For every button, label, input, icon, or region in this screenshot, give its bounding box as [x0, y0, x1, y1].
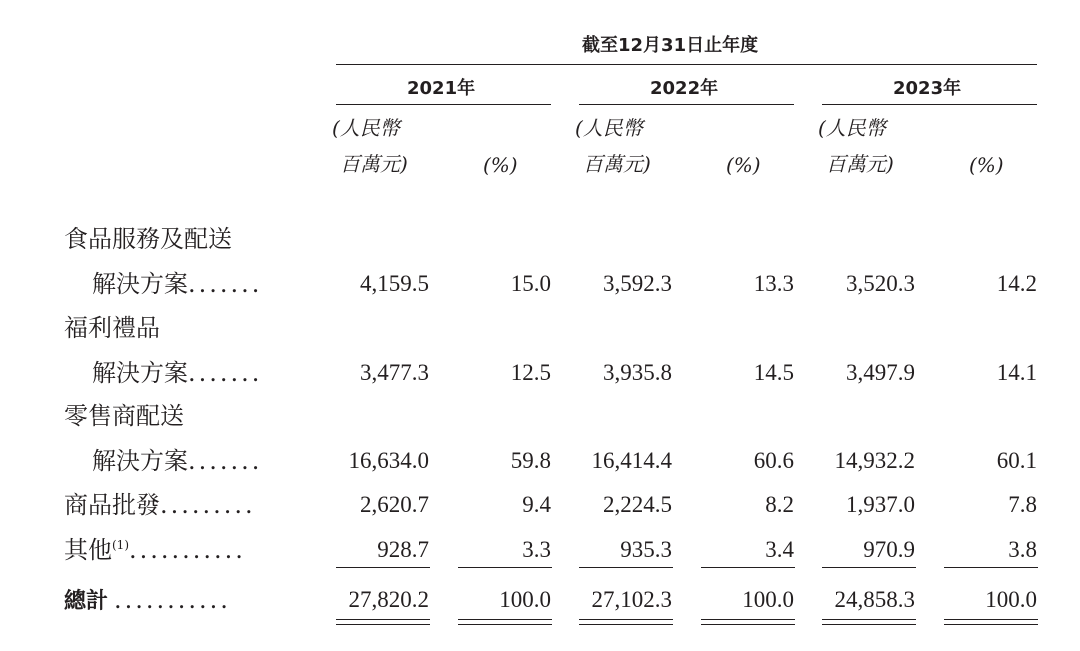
- cell-value: 4,159.5: [360, 271, 429, 296]
- total-double-rule: [822, 619, 916, 625]
- cell-value: 3,497.9: [846, 360, 915, 385]
- total-double-rule: [579, 619, 673, 625]
- year-header-2023: 2023年: [893, 78, 962, 99]
- subtotal-rule: [944, 567, 1038, 568]
- cell-percent: 3.3: [522, 537, 551, 562]
- subtotal-rule: [336, 567, 430, 568]
- period-header: 截至12月31日止年度: [582, 35, 759, 56]
- cell-percent: 13.3: [753, 271, 794, 296]
- cell-percent: 8.2: [765, 492, 794, 517]
- unit-label-2022-line1: (人民幣: [575, 116, 643, 140]
- row-sublabel: 解決方案: [92, 447, 188, 475]
- cell-value: 14,932.2: [834, 448, 915, 473]
- unit-label-2021-line2: 百萬元): [340, 152, 408, 176]
- row-label-total: [64, 585, 231, 617]
- total-double-rule: [944, 619, 1038, 625]
- row-label-text: 商品批發: [64, 491, 160, 519]
- cell-percent: 3.8: [1008, 537, 1037, 562]
- row-label-text: 總計: [64, 589, 109, 614]
- cell-value: 970.9: [863, 537, 915, 562]
- total-value: 27,820.2: [348, 587, 429, 612]
- row-label-food-service-sub: [92, 269, 262, 299]
- row-sublabel: 解決方案: [92, 270, 188, 298]
- cell-value: 3,477.3: [360, 360, 429, 385]
- unit-label-2021-line1: (人民幣: [332, 116, 400, 140]
- cell-percent: 3.4: [765, 537, 794, 562]
- total-double-rule: [458, 619, 552, 625]
- subtotal-rule: [579, 567, 673, 568]
- row-label-welfare-gifts-sub: [92, 358, 262, 388]
- row-label-retailer-distribution-sub: [92, 446, 262, 476]
- year-rule-2022: [579, 104, 794, 105]
- leader-dots: .......: [188, 359, 263, 387]
- total-percent: 100.0: [985, 587, 1037, 612]
- cell-value: 3,592.3: [603, 271, 672, 296]
- subtotal-rule: [458, 567, 552, 568]
- row-label-retailer-distribution: 零售商配送: [64, 402, 184, 430]
- leader-dots: ...........: [114, 586, 231, 614]
- period-rule: [336, 64, 1037, 65]
- cell-value: 16,414.4: [591, 448, 672, 473]
- total-percent: 100.0: [742, 587, 794, 612]
- cell-value: 2,224.5: [603, 492, 672, 517]
- total-percent: 100.0: [499, 587, 551, 612]
- leader-dots: ...........: [129, 536, 246, 564]
- row-label-welfare-gifts: 福利禮品: [64, 314, 160, 342]
- total-value: 24,858.3: [834, 587, 915, 612]
- cell-percent: 14.5: [753, 360, 794, 385]
- cell-percent: 7.8: [1008, 492, 1037, 517]
- pct-label-2021: (%): [483, 153, 518, 177]
- row-label-wholesale: [64, 490, 256, 520]
- cell-value: 3,935.8: [603, 360, 672, 385]
- cell-value: 1,937.0: [846, 492, 915, 517]
- leader-dots: .........: [160, 491, 256, 519]
- cell-value: 2,620.7: [360, 492, 429, 517]
- cell-percent: 9.4: [522, 492, 551, 517]
- cell-percent: 15.0: [510, 271, 551, 296]
- row-sublabel: 解決方案: [92, 359, 188, 387]
- cell-value: 935.3: [620, 537, 672, 562]
- cell-value: 16,634.0: [348, 448, 429, 473]
- cell-value: 3,520.3: [846, 271, 915, 296]
- year-header-2022: 2022年: [650, 78, 719, 99]
- cell-value: 928.7: [377, 537, 429, 562]
- leader-dots: .......: [188, 270, 263, 298]
- cell-percent: 59.8: [510, 448, 551, 473]
- pct-label-2022: (%): [726, 153, 761, 177]
- total-double-rule: [336, 619, 430, 625]
- footnote-marker: (1): [112, 538, 129, 552]
- cell-percent: 60.1: [996, 448, 1037, 473]
- row-label-text: 其他: [64, 536, 112, 564]
- total-value: 27,102.3: [591, 587, 672, 612]
- total-double-rule: [701, 619, 795, 625]
- year-header-2021: 2021年: [407, 78, 476, 99]
- leader-dots: .......: [188, 447, 263, 475]
- year-rule-2023: [822, 104, 1037, 105]
- cell-percent: 14.2: [996, 271, 1037, 296]
- unit-label-2022-line2: 百萬元): [583, 152, 651, 176]
- cell-percent: 60.6: [753, 448, 794, 473]
- row-label-food-service: 食品服務及配送: [64, 225, 232, 253]
- subtotal-rule: [701, 567, 795, 568]
- unit-label-2023-line2: 百萬元): [826, 152, 894, 176]
- cell-percent: 12.5: [510, 360, 551, 385]
- cell-percent: 14.1: [996, 360, 1037, 385]
- year-rule-2021: [336, 104, 551, 105]
- subtotal-rule: [822, 567, 916, 568]
- pct-label-2023: (%): [969, 153, 1004, 177]
- unit-label-2023-line1: (人民幣: [818, 116, 886, 140]
- row-label-others: [64, 535, 246, 565]
